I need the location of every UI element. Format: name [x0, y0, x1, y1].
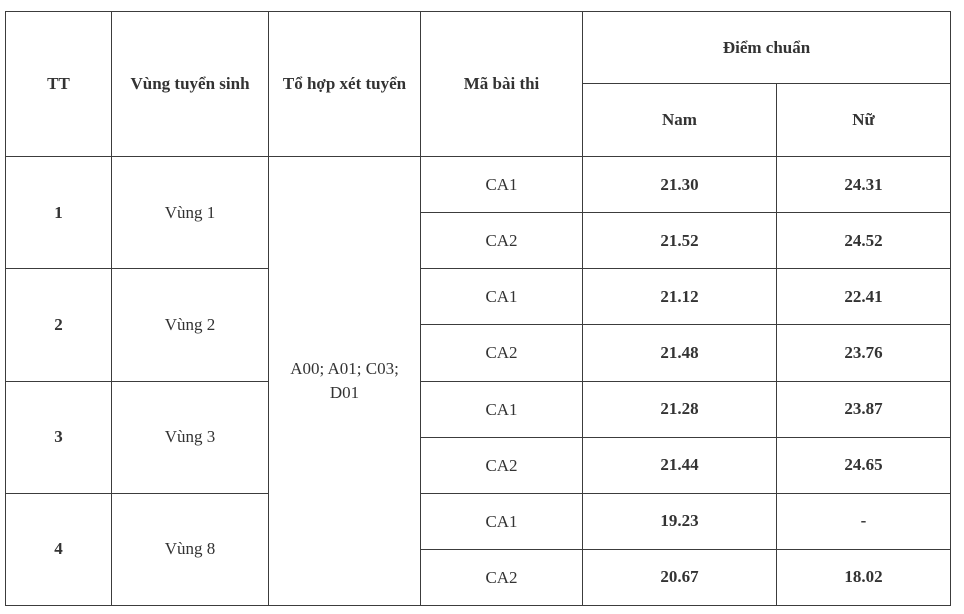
- exam-code-cell: CA2: [421, 437, 583, 493]
- header-region: Vùng tuyển sinh: [112, 12, 269, 157]
- female-score-cell: -: [777, 493, 951, 549]
- header-male: Nam: [583, 84, 777, 157]
- male-score-cell: 21.48: [583, 325, 777, 381]
- female-score-cell: 23.76: [777, 325, 951, 381]
- female-score-cell: 22.41: [777, 269, 951, 325]
- male-score-cell: 21.44: [583, 437, 777, 493]
- exam-code-cell: CA2: [421, 549, 583, 605]
- male-score-cell: 19.23: [583, 493, 777, 549]
- table-row: [6, 381, 951, 437]
- male-score-cell: 21.52: [583, 213, 777, 269]
- female-score-cell: 24.31: [777, 157, 951, 213]
- male-score-cell: 20.67: [583, 549, 777, 605]
- table-row: [6, 269, 951, 325]
- exam-code-cell: CA1: [421, 381, 583, 437]
- male-score-cell: 21.28: [583, 381, 777, 437]
- header-benchmark: Điểm chuẩn: [583, 12, 951, 84]
- female-score-cell: 23.87: [777, 381, 951, 437]
- header-female: Nữ: [777, 84, 951, 157]
- row-tt: 1: [6, 157, 112, 269]
- row-tt: 3: [6, 381, 112, 493]
- row-region: Vùng 8: [112, 493, 269, 605]
- header-tt: TT: [6, 12, 112, 157]
- row-region: Vùng 2: [112, 269, 269, 381]
- row-tt: 4: [6, 493, 112, 605]
- female-score-cell: 18.02: [777, 549, 951, 605]
- male-score-cell: 21.12: [583, 269, 777, 325]
- benchmark-score-table: [5, 11, 951, 606]
- female-score-cell: 24.52: [777, 213, 951, 269]
- combo-cell: A00; A01; C03; D01: [269, 157, 421, 606]
- female-score-cell: 24.65: [777, 437, 951, 493]
- exam-code-cell: CA1: [421, 269, 583, 325]
- exam-code-cell: CA1: [421, 493, 583, 549]
- row-tt: 2: [6, 269, 112, 381]
- table-row: [6, 493, 951, 549]
- exam-code-cell: CA2: [421, 325, 583, 381]
- header-combo: Tổ hợp xét tuyển: [269, 12, 421, 157]
- row-region: Vùng 3: [112, 381, 269, 493]
- header-exam-code: Mã bài thi: [421, 12, 583, 157]
- row-region: Vùng 1: [112, 157, 269, 269]
- male-score-cell: 21.30: [583, 157, 777, 213]
- exam-code-cell: CA2: [421, 213, 583, 269]
- table-row: [6, 157, 951, 213]
- exam-code-cell: CA1: [421, 157, 583, 213]
